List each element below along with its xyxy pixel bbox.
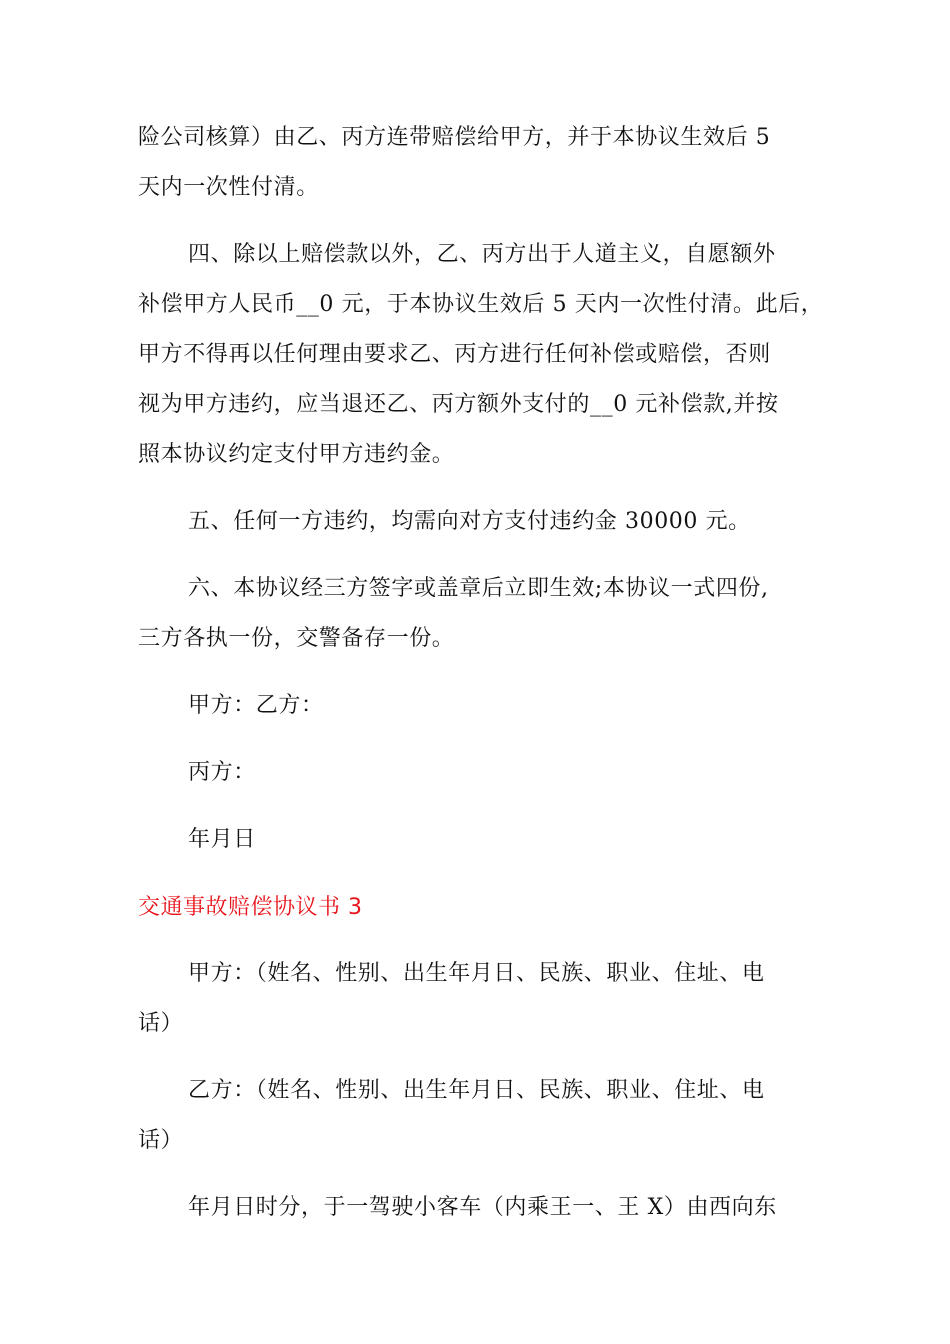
text-line: 视为甲方违约，应当退还乙、丙方额外支付的__0 元补偿款,并按 [138,392,779,417]
section-heading: 交通事故赔偿协议书 3 [138,895,363,920]
signature-party-c: 丙方： [188,760,256,785]
text-line: 话） [138,1011,184,1036]
text-line: 三方各执一份，交警备存一份。 [138,626,455,651]
signature-party-a-b: 甲方：乙方： [188,693,324,718]
text-line: 甲方不得再以任何理由要求乙、丙方进行任何补偿或赔偿，否则 [138,342,771,367]
text-line: 天内一次性付清。 [138,175,319,200]
party-b-info: 乙方：（姓名、性别、出生年月日、民族、职业、住址、电 [188,1078,765,1103]
paragraph-six-line: 六、本协议经三方签字或盖章后立即生效;本协议一式四份, [188,576,769,601]
text-line: 险公司核算）由乙、丙方连带赔偿给甲方，并于本协议生效后 5 [138,125,771,150]
paragraph-four-line: 四、除以上赔偿款以外，乙、丙方出于人道主义，自愿额外 [188,242,776,267]
signature-date: 年月日 [188,827,256,852]
party-a-info: 甲方：（姓名、性别、出生年月日、民族、职业、住址、电 [188,961,765,986]
text-line: 照本协议约定支付甲方违约金。 [138,442,455,467]
text-line: 话） [138,1128,184,1153]
accident-description-line: 年月日时分，于一驾驶小客车（内乘王一、王 X）由西向东 [188,1195,777,1220]
paragraph-five-line: 五、任何一方违约，均需向对方支付违约金 30000 元。 [188,509,751,534]
text-line: 补偿甲方人民币__0 元，于本协议生效后 5 天内一次性付清。此后， [138,292,824,317]
